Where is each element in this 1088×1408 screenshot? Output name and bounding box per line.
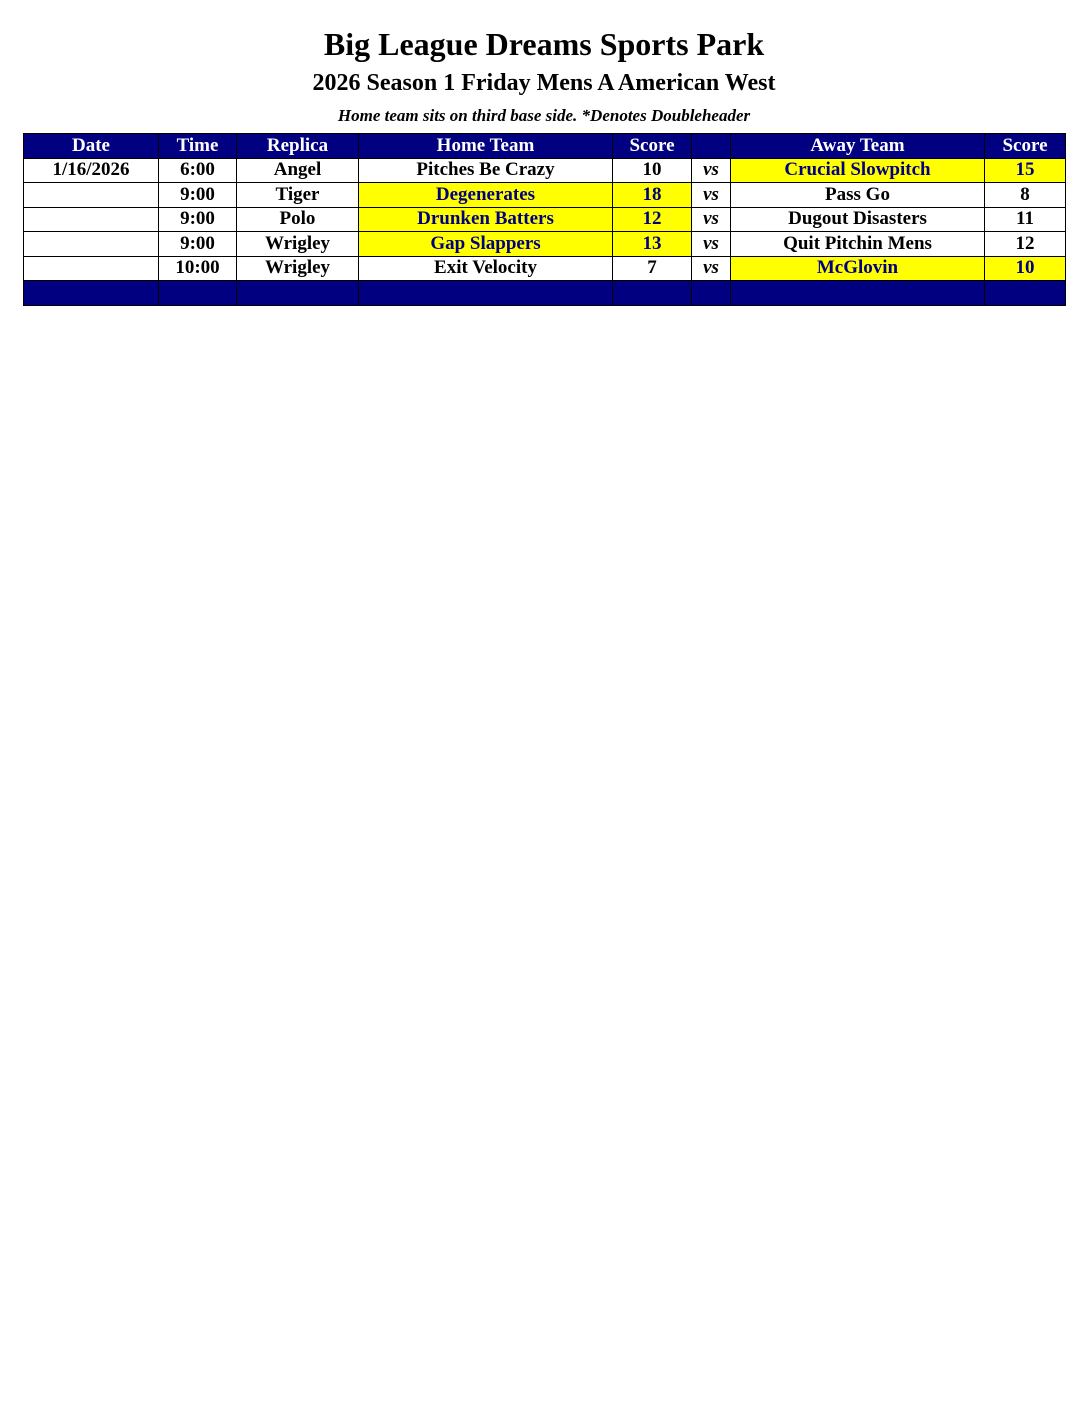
footer-cell — [731, 281, 985, 306]
vs-cell: vs — [692, 183, 731, 208]
table-footer-row — [24, 281, 1066, 306]
table-header-row — [24, 134, 1066, 159]
time-cell: 10:00 — [159, 256, 237, 281]
footer-cell — [692, 281, 731, 306]
replica-cell: Polo — [237, 207, 359, 232]
home-team-cell: Exit Velocity — [359, 256, 613, 281]
away-team-cell: Crucial Slowpitch — [731, 158, 985, 183]
away-score-cell: 11 — [985, 207, 1066, 232]
home-team-cell: Pitches Be Crazy — [359, 158, 613, 183]
column-header-away-team: Away Team — [731, 134, 985, 159]
away-score-cell: 12 — [985, 232, 1066, 257]
home-score-cell: 13 — [613, 232, 692, 257]
column-header-vs — [692, 134, 731, 159]
vs-cell: vs — [692, 256, 731, 281]
home-team-cell: Gap Slappers — [359, 232, 613, 257]
time-cell: 9:00 — [159, 232, 237, 257]
footer-cell — [159, 281, 237, 306]
replica-cell: Angel — [237, 158, 359, 183]
home-team-cell: Drunken Batters — [359, 207, 613, 232]
column-header-home-team: Home Team — [359, 134, 613, 159]
footer-cell — [24, 281, 159, 306]
date-cell — [24, 232, 159, 257]
table-row — [24, 183, 1066, 208]
away-team-cell: Dugout Disasters — [731, 207, 985, 232]
footer-cell — [359, 281, 613, 306]
table-row — [24, 232, 1066, 257]
home-score-cell: 10 — [613, 158, 692, 183]
vs-cell: vs — [692, 158, 731, 183]
away-score-cell: 15 — [985, 158, 1066, 183]
home-team-cell: Degenerates — [359, 183, 613, 208]
date-cell — [24, 256, 159, 281]
home-score-cell: 7 — [613, 256, 692, 281]
vs-cell: vs — [692, 207, 731, 232]
replica-cell: Wrigley — [237, 256, 359, 281]
date-cell — [24, 183, 159, 208]
table-row — [24, 256, 1066, 281]
time-cell: 9:00 — [159, 183, 237, 208]
column-header-time: Time — [159, 134, 237, 159]
footer-cell — [985, 281, 1066, 306]
footer-cell — [237, 281, 359, 306]
page-title: Big League Dreams Sports Park — [323, 26, 765, 62]
time-cell: 9:00 — [159, 207, 237, 232]
away-team-cell: Pass Go — [731, 183, 985, 208]
column-header-home-score: Score — [613, 134, 692, 159]
column-header-away-score: Score — [985, 134, 1066, 159]
vs-cell: vs — [692, 232, 731, 257]
page-note: Home team sits on third base side. *Denotes Doubleheader — [337, 106, 751, 125]
table-row — [24, 207, 1066, 232]
home-score-cell: 12 — [613, 207, 692, 232]
date-cell: 1/16/2026 — [24, 158, 159, 183]
replica-cell: Wrigley — [237, 232, 359, 257]
table-row — [24, 158, 1066, 183]
column-header-replica: Replica — [237, 134, 359, 159]
schedule-table — [23, 133, 1066, 306]
away-team-cell: Quit Pitchin Mens — [731, 232, 985, 257]
home-score-cell: 18 — [613, 183, 692, 208]
away-score-cell: 8 — [985, 183, 1066, 208]
replica-cell: Tiger — [237, 183, 359, 208]
page-subtitle: 2026 Season 1 Friday Mens A American West — [312, 70, 776, 96]
away-team-cell: McGlovin — [731, 256, 985, 281]
column-header-date: Date — [24, 134, 159, 159]
date-cell — [24, 207, 159, 232]
time-cell: 6:00 — [159, 158, 237, 183]
away-score-cell: 10 — [985, 256, 1066, 281]
footer-cell — [613, 281, 692, 306]
